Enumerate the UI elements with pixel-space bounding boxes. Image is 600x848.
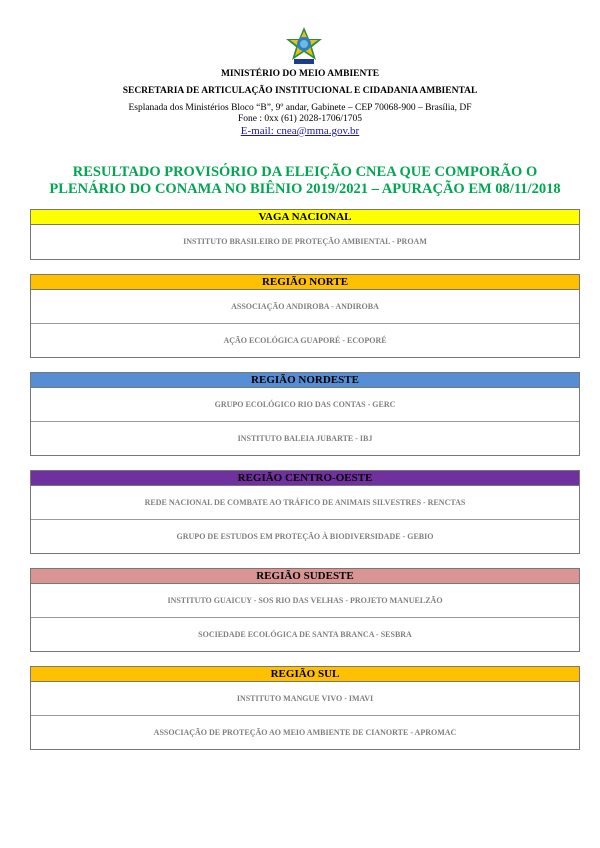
- organization-row: REDE NACIONAL DE COMBATE AO TRÁFICO DE ANIMAIS SILVESTRES - RENCTAS: [144, 498, 466, 507]
- organization-row: ASSOCIAÇÃO ANDIROBA - ANDIROBA: [231, 302, 379, 311]
- region-header: REGIÃO NORTE: [31, 275, 579, 290]
- region-header: REGIÃO SUDESTE: [31, 569, 579, 584]
- region-header: VAGA NACIONAL: [31, 210, 579, 225]
- region-table: [30, 666, 580, 750]
- organization-row: AÇÃO ECOLÓGICA GUAPORÉ - ECOPORÉ: [31, 323, 579, 357]
- region-table: [30, 209, 580, 260]
- region-table: [30, 372, 580, 456]
- region-table: [30, 568, 580, 652]
- region-header: REGIÃO NORDESTE: [31, 373, 579, 388]
- organization-row: ASSOCIAÇÃO DE PROTEÇÃO AO MEIO AMBIENTE DE CIANORTE - APROMAC: [31, 715, 579, 749]
- organization-row: INSTITUTO BRASILEIRO DE PROTEÇÃO AMBIENTAL - PROAM: [183, 237, 427, 246]
- coat-of-arms-emblem: [284, 26, 324, 66]
- address: Esplanada dos Ministérios Bloco “B”, 9º andar, Gabinete – CEP 70068-900 – Brasília, DF: [128, 103, 472, 113]
- region-header: REGIÃO CENTRO-OESTE: [31, 471, 579, 486]
- region-header: REGIÃO SUL: [31, 667, 579, 682]
- organization-row: GRUPO DE ESTUDOS EM PROTEÇÃO À BIODIVERSIDADE - GEBIO: [31, 519, 579, 553]
- secretariat-name: SECRETARIA DE ARTICULAÇÃO INSTITUCIONAL E CIDADANIA AMBIENTAL: [122, 86, 478, 96]
- phone: Fone : 0xx (61) 2028-1706/1705: [237, 114, 363, 124]
- organization-row: SOCIEDADE ECOLÓGICA DE SANTA BRANCA - SESBRA: [31, 617, 579, 651]
- organization-row: INSTITUTO BALEIA JUBARTE - IBJ: [31, 421, 579, 455]
- region-table: [30, 470, 580, 554]
- organization-row: GRUPO ECOLÓGICO RIO DAS CONTAS - GERC: [214, 400, 396, 409]
- email-link[interactable]: E-mail: cnea@mma.gov.br: [240, 125, 360, 137]
- organization-row: INSTITUTO MANGUE VIVO - IMAVI: [236, 694, 374, 703]
- title-line-1: RESULTADO PROVISÓRIO DA ELEIÇÃO CNEA QUE COMPORÃO O: [72, 164, 538, 180]
- results-sections: [30, 209, 580, 764]
- document-title: [0, 164, 600, 198]
- ministry-name: MINISTÉRIO DO MEIO AMBIENTE: [220, 69, 380, 79]
- title-line-2: PLENÁRIO DO CONAMA NO BIÊNIO 2019/2021 – APURAÇÃO EM 08/11/2018: [49, 181, 561, 197]
- organization-row: INSTITUTO GUAICUY - SOS RIO DAS VELHAS - PROJETO MANUELZÃO: [167, 596, 443, 605]
- region-table: [30, 274, 580, 358]
